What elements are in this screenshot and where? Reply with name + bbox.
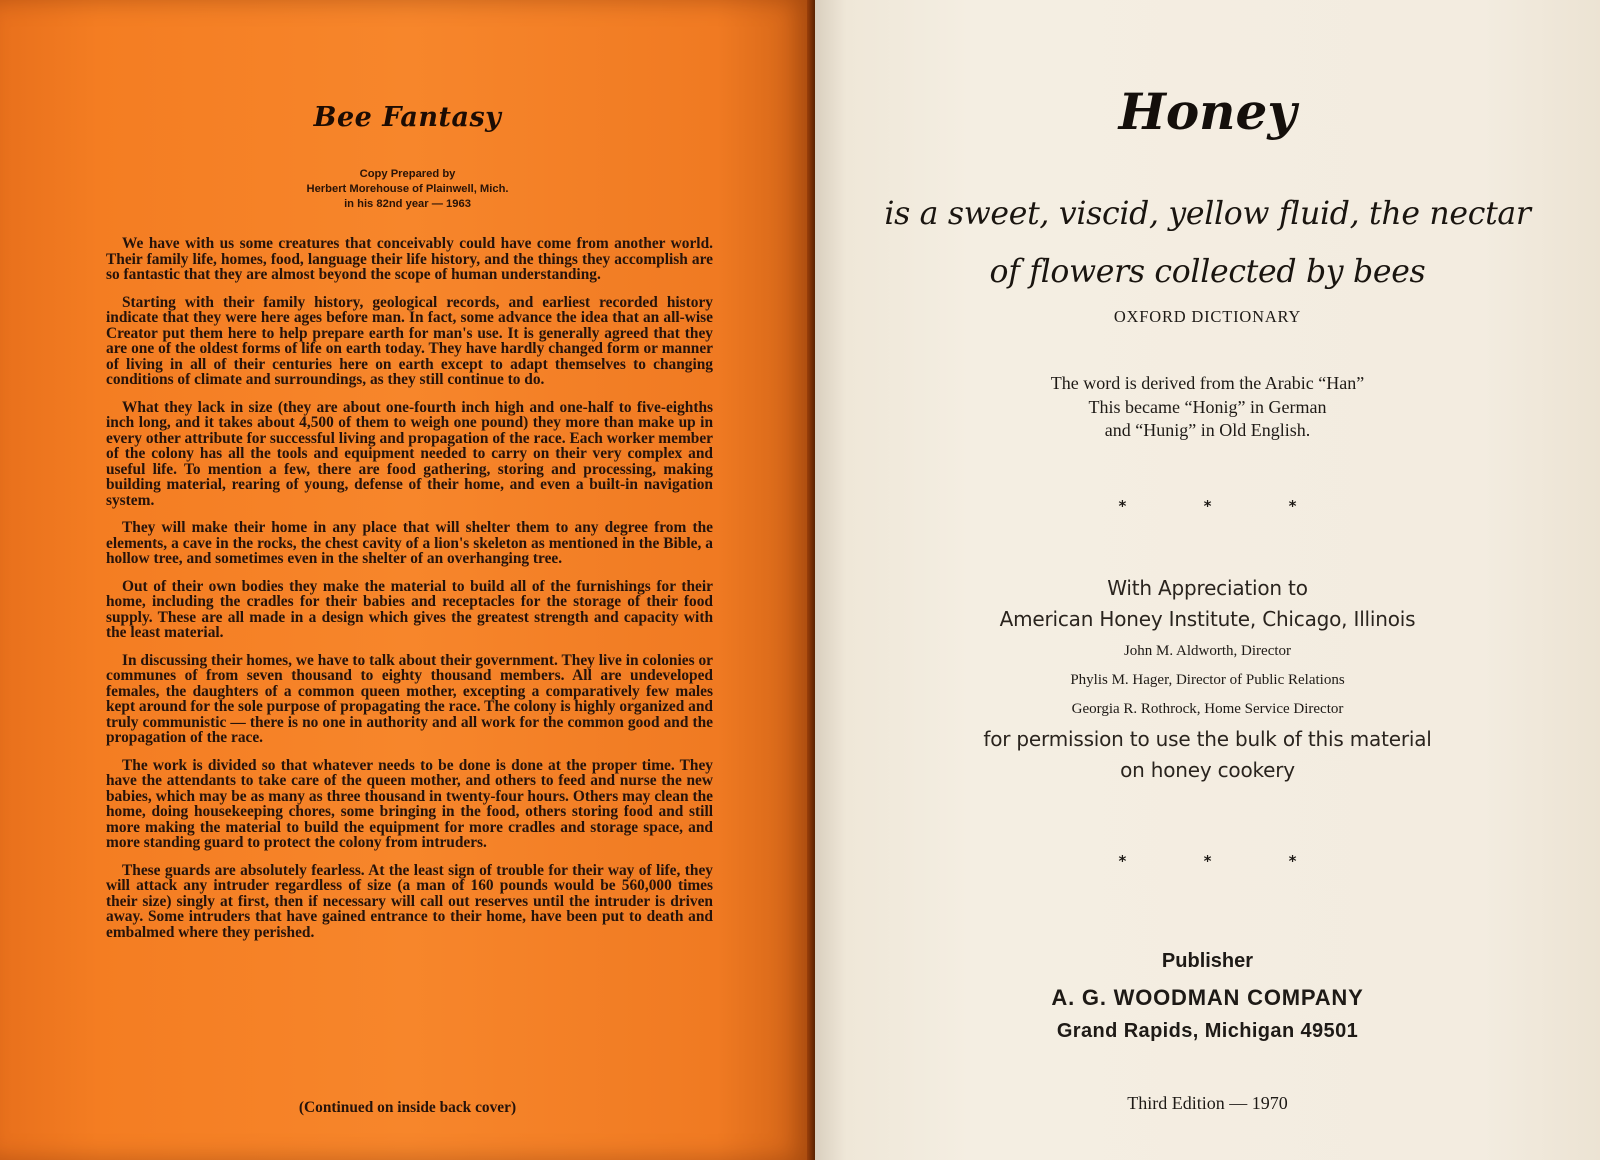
permission-line: for permission to use the bulk of this material: [983, 727, 1432, 751]
etymology-line: and “Hunig” in Old English.: [1104, 420, 1311, 440]
etymology-line: The word is derived from the Arabic “Han”: [1050, 373, 1365, 393]
essay-paragraph: These guards are absolutely fearless. At the least sign of trouble for their way of life, they will attack any intruder regardless of size (a man of 160 pounds would be 560,000 times their size) singly at first, then if necessary will call out reserves until the intruder is driven away. Some intruders that have gained entrance to their home, have been put to death and embalmed where they perished.: [106, 861, 713, 941]
essay-paragraph: They will make their home in any place that will shelter them to any degree from the elements, a cave in the rocks, the chest cavity of a lion's skeleton as mentioned in the Bible, a hollow tree, and sometimes even in the shelter of an overhanging tree.: [106, 519, 713, 567]
staff-item: John M. Aldworth, Director: [1123, 643, 1292, 659]
essay-paragraph: In discussing their homes, we have to talk about their government. They live in colonies or communes of from seven thousand to eighty thousand members. All are undeveloped females, the daughters of a common queen mother, excepting a comparatively few males kept around for the sole purpose of propagating the race. The colony is highly organized and truly communistic — there is no one in authority and all work for the common good and the propagation of the race.: [106, 651, 713, 746]
staff-item: Georgia R. Rothrock, Home Service Director: [1071, 701, 1344, 717]
publisher-name: A. G. WOODMAN COMPANY: [1051, 985, 1364, 1010]
credit-line-2: Herbert Morehouse of Plainwell, Mich.: [306, 183, 509, 195]
publisher-city: Grand Rapids, Michigan 49501: [1056, 1020, 1359, 1042]
etymology-line: This became “Honig” in German: [1088, 396, 1327, 417]
separator-stars: * * *: [1118, 852, 1333, 870]
author-credit: [0, 167, 815, 212]
essay-paragraph: Out of their own bodies they make the material to build all of the furnishings for their home, including the cradles for their babies and receptacles for the storage of their food supply. These are all made in a design which gives the greatest strength and capacity with the least material.: [106, 577, 713, 641]
essay-paragraph: What they lack in size (they are about one-fourth inch high and one-half to five-eighths inch long, and it takes about 4,500 of them to weigh one pound) they more than make up in every other attribute for successful living and propagation of the race. Each worker member of the colony has all the tools and equipment needed to carry on their very complex and useful life. To mention a few, there are food gathering, storing and processing, making building material, rearing of young, defense of their home, and even a built-in navigation system.: [106, 398, 713, 509]
staff-item: Phylis M. Hager, Director of Public Relations: [1070, 672, 1345, 688]
definition-line-1: is a sweet, viscid, yellow fluid, the nectar: [884, 196, 1531, 232]
publisher-label: Publisher: [1161, 950, 1254, 972]
permission-line: on honey cookery: [1120, 758, 1295, 782]
staff-list: [815, 637, 1600, 724]
edition: Third Edition — 1970: [1127, 1093, 1288, 1113]
acknowledgement: [815, 573, 1600, 635]
essay-body: [106, 236, 713, 952]
acknowledgement-line: American Honey Institute, Chicago, Illinois: [999, 607, 1416, 631]
essay-paragraph: The work is divided so that whatever needs to be done is done at the proper time. They have the attendants to take care of the queen mother, and others to feed and nurse the new babies, which may be as many as three thousand in twenty-four hours. Others may clean the home, doing housekeeping chores, some bringing in the food, others storing food and still more making the material to build the equipment for more cradles and storage space, and more standing guard to protect the colony from intruders.: [106, 756, 713, 851]
acknowledgement-line: With Appreciation to: [1107, 576, 1308, 600]
separator-stars: * * *: [1118, 497, 1333, 515]
right-page-title: Honey: [1118, 82, 1297, 141]
essay-paragraph: We have with us some creatures that conceivably could have come from another world. Their family life, homes, food, language their life history, and the things they accomplish are so fantastic that they are almost beyond the scope of human understanding.: [106, 235, 713, 283]
essay-paragraph: Starting with their family history, geological records, and earliest recorded history indicate that they were here ages before man. In fact, some advance the idea that an all-wise Creator put them here to help prepare earth for man's use. It is generally agreed that they are one of the oldest forms of life on earth today. They have hardly changed form or manner of living in all of their centuries here on earth except to adapt themselves to changing conditions of climate and surroundings, as they still continue to do.: [106, 293, 713, 388]
credit-line-3: in his 82nd year — 1963: [344, 198, 471, 210]
etymology: [815, 372, 1600, 443]
permission-note: [815, 724, 1600, 786]
definition-line-2: of flowers collected by bees: [989, 254, 1426, 290]
continued-note: (Continued on inside back cover): [298, 1099, 517, 1116]
credit-line-1: Copy Prepared by: [359, 168, 456, 180]
dictionary-source: OXFORD DICTIONARY: [1113, 307, 1302, 326]
right-page: [815, 0, 1600, 1160]
left-page-title: Bee Fantasy: [313, 102, 502, 133]
